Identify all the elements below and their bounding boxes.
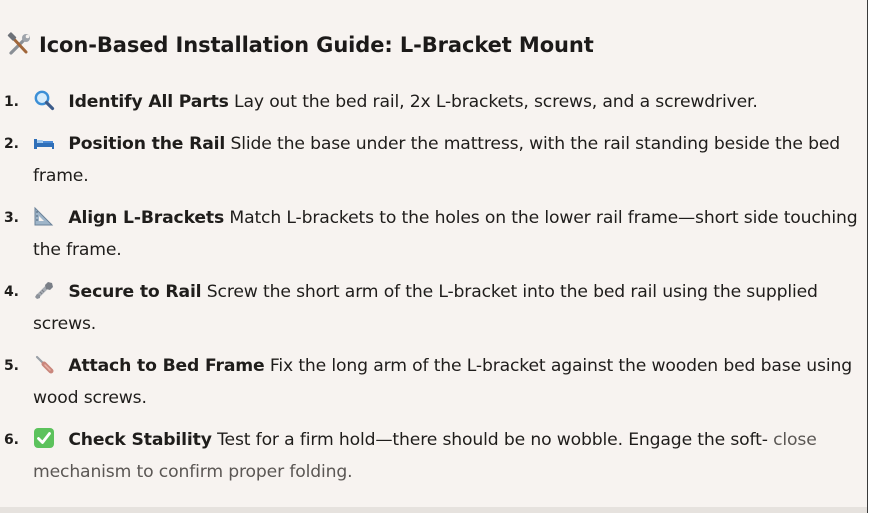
step-title: Attach to Bed Frame: [68, 356, 265, 376]
step-number: 2.: [4, 136, 19, 152]
step-title: Identify All Parts: [68, 92, 229, 112]
step-title: Check Stability: [68, 430, 212, 450]
step-body: Lay out the bed rail, 2x L-brackets, screws, and a screwdriver.: [234, 92, 758, 112]
step-item: [0, 350, 862, 414]
step-number: 4.: [4, 284, 19, 300]
step-body: Match L-brackets to the holes on the lower rail frame—short side touching the frame.: [33, 208, 858, 260]
step-title: Secure to Rail: [68, 282, 202, 302]
screwdriver-icon: [33, 353, 55, 375]
nut-and-bolt-icon: [33, 279, 55, 301]
steps-list: [0, 86, 862, 498]
step-body: Fix the long arm of the L-bracket against the wooden bed base using wood screws.: [33, 356, 852, 408]
check-mark-icon: [33, 427, 55, 449]
step-number: 6.: [4, 432, 19, 448]
step-body-continuation: close mechanism to confirm proper folding.: [33, 430, 817, 482]
step-item: [0, 86, 862, 118]
step-body: Slide the base under the mattress, with the rail standing beside the bed frame.: [33, 134, 841, 186]
step-body: Screw the short arm of the L-bracket into the bed rail using the supplied screws.: [33, 282, 818, 334]
bottom-edge: [0, 507, 867, 513]
step-number: 3.: [4, 210, 19, 226]
bed-icon: [33, 131, 55, 153]
step-item: [0, 424, 862, 488]
step-number: 5.: [4, 358, 19, 374]
step-item: [0, 128, 862, 192]
guide-heading-text: Icon-Based Installation Guide: L-Bracket Mount: [39, 33, 594, 57]
step-body: Test for a firm hold—there should be no wobble. Engage the soft-: [217, 430, 768, 450]
triangle-ruler-icon: [33, 205, 55, 227]
step-title: Align L-Brackets: [68, 208, 225, 228]
tools-icon: [6, 32, 32, 58]
step-item: [0, 202, 862, 266]
step-title: Position the Rail: [68, 134, 226, 154]
step-number: 1.: [4, 94, 19, 110]
step-item: [0, 276, 862, 340]
guide-heading: [6, 32, 594, 58]
magnifier-icon: [33, 89, 55, 111]
window-edge: [867, 0, 877, 513]
